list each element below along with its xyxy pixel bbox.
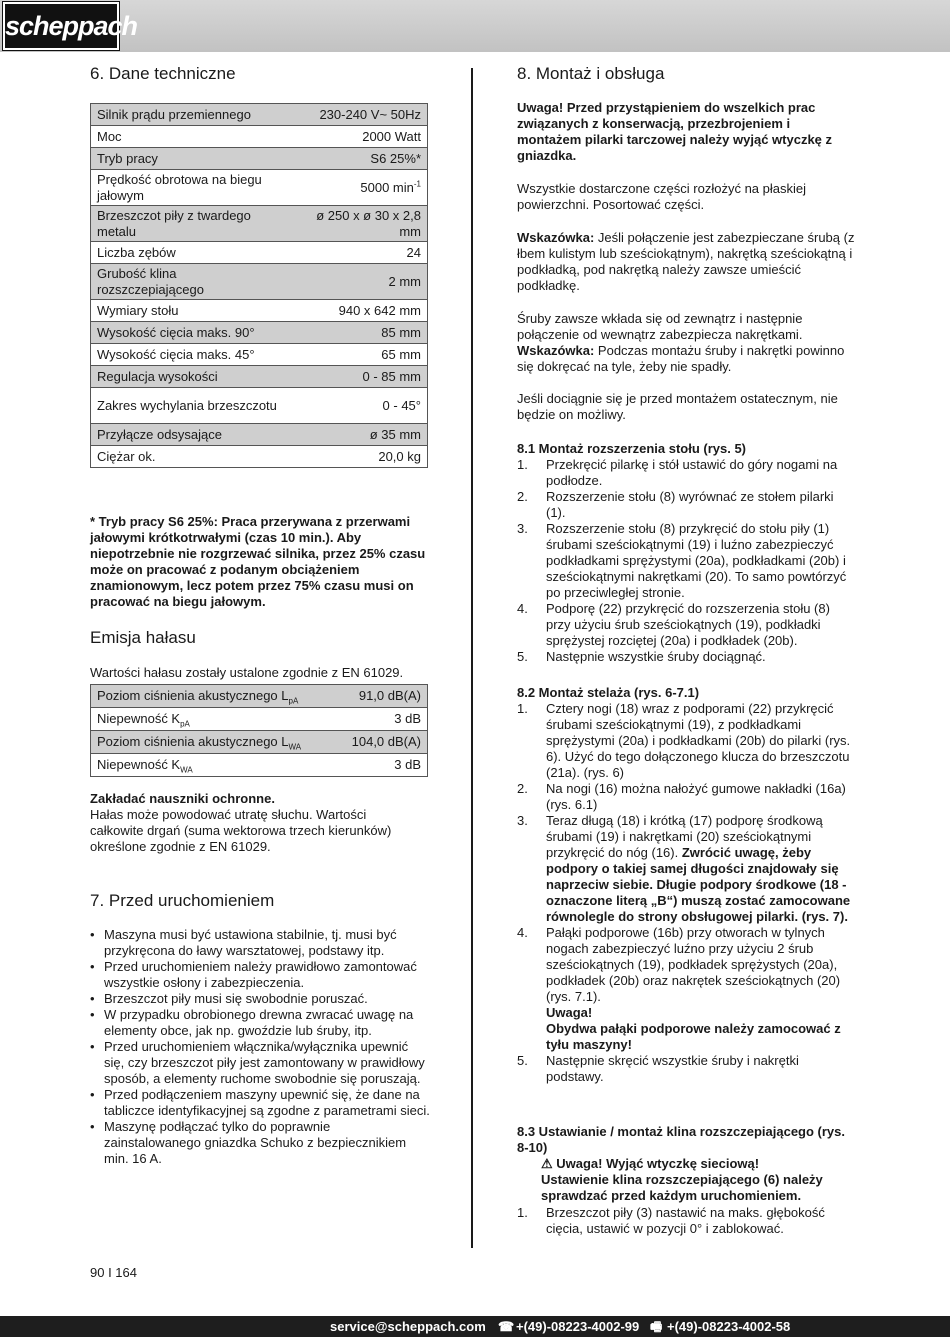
item-number: 5. xyxy=(517,649,528,664)
noise-label-text: Niepewność K xyxy=(97,711,181,726)
bullet-text: Maszynę podłączać tylko do poprawnie zainstalowanego gniazdka Schuko z bezpiecznikiem min. 16 A. xyxy=(104,1119,407,1166)
ear-protection-text: Hałas może powodować utratę słuchu. Wartości całkowite drgań (suma wektorowa trzech kierunków) określone zgodnie z EN 61029. xyxy=(90,807,392,854)
noise-label-text: Poziom ciśnienia akustycznego L xyxy=(97,688,289,703)
numbered-item xyxy=(517,601,853,649)
noise-label-text: Poziom ciśnienia akustycznego L xyxy=(97,734,289,749)
bullet-item xyxy=(90,1119,430,1167)
spec-row xyxy=(91,148,428,170)
noise-label xyxy=(91,731,336,754)
spec-row xyxy=(91,264,428,300)
spec-value-text: S6 25%* xyxy=(370,150,421,166)
paragraph-tighten: Jeśli dociągnie się je przed montażem ostatecznym, nie będzie on możliwy. xyxy=(517,391,838,422)
spec-value-text: ø 250 x ø 30 x 2,8 mm xyxy=(316,207,421,239)
item-number: 2. xyxy=(517,781,528,796)
numbered-item xyxy=(517,925,853,1053)
noise-label xyxy=(91,708,336,731)
spec-label: Moc xyxy=(91,126,294,148)
spec-label: Wymiary stołu xyxy=(91,300,294,322)
section-8-3-title: 8.3 Ustawianie / montaż klina rozszczepiającego (rys. 8-10) xyxy=(517,1124,846,1155)
spec-row xyxy=(91,126,428,148)
item-number: 4. xyxy=(517,601,528,616)
spec-value xyxy=(293,242,428,264)
spec-label: Brzeszczot piły z twardego metalu xyxy=(91,206,294,242)
hint-2 xyxy=(517,343,852,375)
spec-value-text: 24 xyxy=(406,244,421,260)
spec-value xyxy=(293,388,428,424)
section-7-title: 7. Przed uruchomieniem xyxy=(90,891,275,910)
bullet-marker: • xyxy=(90,1087,95,1102)
paragraph-parts: Wszystkie dostarczone części rozłożyć na płaskiej powierzchni. Posortować części. xyxy=(517,181,806,212)
numbered-item xyxy=(517,489,853,521)
bullet-text: Maszyna musi być ustawiona stabilnie, tj. musi być przykręcona do ławy warsztatowej, podstawy itp. xyxy=(104,927,397,958)
fax-number: +(49)-08223-4002-58 xyxy=(667,1319,791,1334)
spec-value xyxy=(293,424,428,446)
hint-1-text: Jeśli połączenie jest zabezpieczane śrubą (z łbem kulistym lub sześciokątnym), nakrętką sześciokątną i podkładką, pod nakrętką należy zawsze umieścić podkładkę. xyxy=(517,230,855,293)
bullet-marker: • xyxy=(90,927,95,942)
noise-intro: Wartości hałasu zostały ustalone zgodnie z EN 61029. xyxy=(90,665,404,680)
noise-label-sub: pA xyxy=(288,696,299,706)
item-text: Następnie wszystkie śruby dociągnąć. xyxy=(546,649,766,664)
section-8-1-title: 8.1 Montaż rozszerzenia stołu (rys. 5) xyxy=(517,441,747,456)
spec-value xyxy=(293,322,428,344)
bullet-item xyxy=(90,991,430,1007)
spec-value-text: 2000 Watt xyxy=(362,128,421,144)
noise-label xyxy=(91,685,336,708)
scheppach-logo: scheppach xyxy=(3,2,119,50)
noise-title: Emisja hałasu xyxy=(90,628,196,647)
noise-value: 91,0 dB(A) xyxy=(335,685,427,708)
spec-row xyxy=(91,322,428,344)
spec-value xyxy=(293,104,428,126)
spec-row xyxy=(91,300,428,322)
spec-row xyxy=(91,446,428,468)
item-warning-text: Obydwa pałąki podporowe należy zamocować z tyłu maszyny! xyxy=(546,1021,841,1052)
bullet-marker: • xyxy=(90,1039,95,1054)
spec-value-text: 0 - 85 mm xyxy=(362,368,421,384)
bullet-marker: • xyxy=(90,959,95,974)
spec-row xyxy=(91,206,428,242)
hint-1-label: Wskazówka: xyxy=(517,230,595,245)
numbered-item xyxy=(517,781,853,813)
numbered-item xyxy=(517,457,853,489)
spec-value xyxy=(293,264,428,300)
before-start-list xyxy=(90,927,430,1167)
page-header xyxy=(0,0,950,52)
item-text: Następnie skręcić wszystkie śruby i nakrętki podstawy. xyxy=(546,1053,799,1084)
spec-value-text: 0 - 45° xyxy=(382,397,421,413)
ear-protection-title: Zakładać nauszniki ochronne. xyxy=(90,791,275,806)
spec-label: Liczba zębów xyxy=(91,242,294,264)
bullet-text: W przypadku obrobionego drewna zwracać uwagę na elementy obce, jak np. gwoździe lub śruby, itp. xyxy=(104,1007,414,1038)
spec-value-text: 230-240 V~ 50Hz xyxy=(319,106,421,122)
numbered-item xyxy=(517,701,853,781)
noise-label-sub: WA xyxy=(180,765,193,775)
noise-row xyxy=(91,708,428,731)
noise-value: 3 dB xyxy=(335,708,427,731)
noise-label xyxy=(91,754,336,777)
section-8-3-warning-2: Ustawienie klina rozszczepiającego (6) należy sprawdzać przed każdym uruchomieniem. xyxy=(541,1172,823,1203)
item-number: 4. xyxy=(517,925,528,940)
item-number: 5. xyxy=(517,1053,528,1068)
footnote: * Tryb pracy S6 25%: Praca przerywana z przerwami jałowymi krótkotrwałymi (czas 10 min.). Aby niepotrzebnie nie rozgrzewać silnika, przez 25% czasu może on pracować z podanym obciążeniem znamionowym, lecz potem przez 75% czasu musi on pracować na biegu jałowym. xyxy=(90,514,426,609)
item-text: Pałąki podporowe (16b) przy otworach w tylnych nogach zabezpieczyć luźno przy użyciu 2 śrub sześciokątnych (19), podkładek sprężystych (20a), podkładek (20b) oraz nakrętek sześciokątnych (20) (rys. 7.1). xyxy=(546,925,841,1004)
item-text: Cztery nogi (18) wraz z podporami (22) przykręcić śrubami sześciokątnymi (19), z podkładkami sprężystymi (20a) i podkładkami (20b) do pilarki (rys. 6). Użyć do tego dołączonego klucza do brzeszczotu (21a). (rys. 6) xyxy=(546,701,851,780)
item-text: Rozszerzenie stołu (8) przykręcić do stołu piły (1) śrubami sześciokątnymi (19) i luźno zabezpieczyć podkładkami sprężystymi (20a), podkładkami (20b) i sześciokątnymi nakrętkami (20). To samo powtórzyć po przeciwległej stronie. xyxy=(546,521,847,600)
item-text: Brzeszczot piły (3) nastawić na maks. głębokość cięcia, ustawić w pozycji 0° i zablokować. xyxy=(546,1205,825,1236)
hint-2-label: Wskazówka: xyxy=(517,343,595,358)
item-text: Na nogi (16) można nałożyć gumowe nakładki (16a) (rys. 6.1) xyxy=(546,781,846,812)
bullet-item xyxy=(90,1087,430,1119)
spec-row xyxy=(91,242,428,264)
bullet-item xyxy=(90,1039,430,1087)
spec-row xyxy=(91,170,428,206)
spec-value-sup: -1 xyxy=(413,179,421,189)
noise-label-sub: pA xyxy=(180,719,190,729)
spec-value xyxy=(293,126,428,148)
column-divider xyxy=(471,68,473,1248)
bullet-text: Brzeszczot piły musi się swobodnie poruszać. xyxy=(104,991,368,1006)
spec-value-text: ø 35 mm xyxy=(369,426,421,442)
bullet-item xyxy=(90,959,430,991)
spec-row xyxy=(91,366,428,388)
section-8-3-list xyxy=(517,1205,853,1237)
spec-label: Tryb pracy xyxy=(91,148,294,170)
numbered-item xyxy=(517,521,853,601)
spec-value xyxy=(293,300,428,322)
phone-icon: ☎ xyxy=(498,1319,515,1334)
numbered-item xyxy=(517,1053,853,1085)
noise-table xyxy=(90,684,428,777)
spec-value-text: 2 mm xyxy=(388,273,421,289)
spec-value-text: 65 mm xyxy=(381,346,421,362)
technical-data-table xyxy=(90,103,428,468)
noise-row xyxy=(91,731,428,754)
spec-label: Ciężar ok. xyxy=(91,446,294,468)
noise-value: 104,0 dB(A) xyxy=(335,731,427,754)
spec-value xyxy=(293,170,428,206)
hint-2-text: Podczas montażu śruby i nakrętki powinno się dokręcać na tyle, żeby nie spadły. xyxy=(517,343,845,374)
spec-row xyxy=(91,388,428,424)
section-8-2-title: 8.2 Montaż stelaża (rys. 6-7.1) xyxy=(517,685,700,700)
bullet-item xyxy=(90,927,430,959)
spec-value-text: 5000 min xyxy=(360,179,414,195)
numbered-item xyxy=(517,1205,853,1237)
spec-value xyxy=(293,366,428,388)
item-number: 1. xyxy=(517,1205,528,1220)
spec-row xyxy=(91,104,428,126)
fax-icon: 🖷 xyxy=(650,1319,663,1334)
spec-label: Prędkość obrotowa na biegu jałowym xyxy=(91,170,294,206)
noise-row xyxy=(91,685,428,708)
section-8-title: 8. Montaż i obsługa xyxy=(517,64,665,83)
item-text: Podporę (22) przykręcić do rozszerzenia stołu (8) przy użyciu śrub sześciokątnych (19), podkładki sprężystej rozciętej (20a) i podkładek (20b). xyxy=(546,601,830,648)
item-text: Teraz długą (18) i krótką (17) podporę środkową śrubami (19) i nakrętkami (20) sześciokątnymi przykręcić do nóg (16). xyxy=(546,813,823,860)
item-bold-text: Zwrócić uwagę, żeby podpory o takiej samej długości znajdowały się naprzeciw siebie. Długie podpory środkowe (18 - oznaczone literą „B“) muszą zostać zamocowane równolegle do strony obsługowej pilarki. (rys. 7). xyxy=(546,845,851,924)
spec-label: Wysokość cięcia maks. 90° xyxy=(91,322,294,344)
item-number: 2. xyxy=(517,489,528,504)
spec-label: Wysokość cięcia maks. 45° xyxy=(91,344,294,366)
spec-label: Regulacja wysokości xyxy=(91,366,294,388)
bullet-text: Przed uruchomieniem włącznika/wyłącznika upewnić się, czy brzeszczot piły jest zamontowany w prawidłowy sposób, a elementy ruchome swobodnie się poruszają. xyxy=(104,1039,425,1086)
bullet-text: Przed podłączeniem maszyny upewnić się, że dane na tabliczce identyfikacyjnej są zgodne z parametrami sieci. xyxy=(104,1087,430,1118)
noise-row xyxy=(91,754,428,777)
spec-row xyxy=(91,344,428,366)
noise-label-text: Niepewność K xyxy=(97,757,181,772)
spec-value xyxy=(293,446,428,468)
spec-row xyxy=(91,424,428,446)
item-text: Rozszerzenie stołu (8) wyrównać ze stołem pilarki (1). xyxy=(546,489,834,520)
section-6-title: 6. Dane techniczne xyxy=(90,64,236,83)
paragraph-screws: Śruby zawsze wkłada się od zewnątrz i następnie połączenie od wewnątrz zabezpiecza nakrętkami. xyxy=(517,311,803,342)
item-number: 3. xyxy=(517,521,528,536)
spec-label: Przyłącze odsysające xyxy=(91,424,294,446)
section-8-1-list xyxy=(517,457,853,665)
item-number: 3. xyxy=(517,813,528,828)
bullet-item xyxy=(90,1007,430,1039)
bullet-marker: • xyxy=(90,1119,95,1134)
spec-value xyxy=(293,206,428,242)
section-8-3-warning: ⚠ Uwaga! Wyjąć wtyczkę sieciową! xyxy=(541,1156,760,1171)
spec-label: Silnik prądu przemiennego xyxy=(91,104,294,126)
section-8-2-list xyxy=(517,701,853,1085)
spec-value xyxy=(293,148,428,170)
warning-text: Uwaga! Przed przystąpieniem do wszelkich prac związanych z konserwacją, przezbrojeniem i montażem pilarki tarczowej należy wyjąć wtyczkę z gniazdka. xyxy=(517,100,833,163)
noise-label-sub: WA xyxy=(288,742,302,752)
item-warning-label: Uwaga! xyxy=(546,1005,593,1020)
phone-number: +(49)-08223-4002-99 xyxy=(516,1319,640,1334)
spec-value-text: 940 x 642 mm xyxy=(338,302,421,318)
numbered-item xyxy=(517,813,853,925)
spec-value-text: 85 mm xyxy=(381,324,421,340)
spec-value-text: 20,0 kg xyxy=(378,448,421,464)
service-email: service@scheppach.com xyxy=(330,1319,486,1334)
bullet-marker: • xyxy=(90,1007,95,1022)
bullet-text: Przed uruchomieniem należy prawidłowo zamontować wszystkie osłony i zabezpieczenia. xyxy=(104,959,417,990)
spec-value xyxy=(293,344,428,366)
bullet-marker: • xyxy=(90,991,95,1006)
page-number: 90 I 164 xyxy=(90,1265,137,1280)
spec-label: Grubość klina rozszczepiającego xyxy=(91,264,294,300)
item-number: 1. xyxy=(517,457,528,472)
noise-value: 3 dB xyxy=(335,754,427,777)
item-number: 1. xyxy=(517,701,528,716)
item-text: Przekręcić pilarkę i stół ustawić do góry nogami na podłodze. xyxy=(546,457,838,488)
hint-1 xyxy=(517,230,857,294)
page-footer xyxy=(0,1316,950,1337)
spec-label: Zakres wychylania brzeszczotu xyxy=(91,388,294,424)
numbered-item xyxy=(517,649,853,665)
